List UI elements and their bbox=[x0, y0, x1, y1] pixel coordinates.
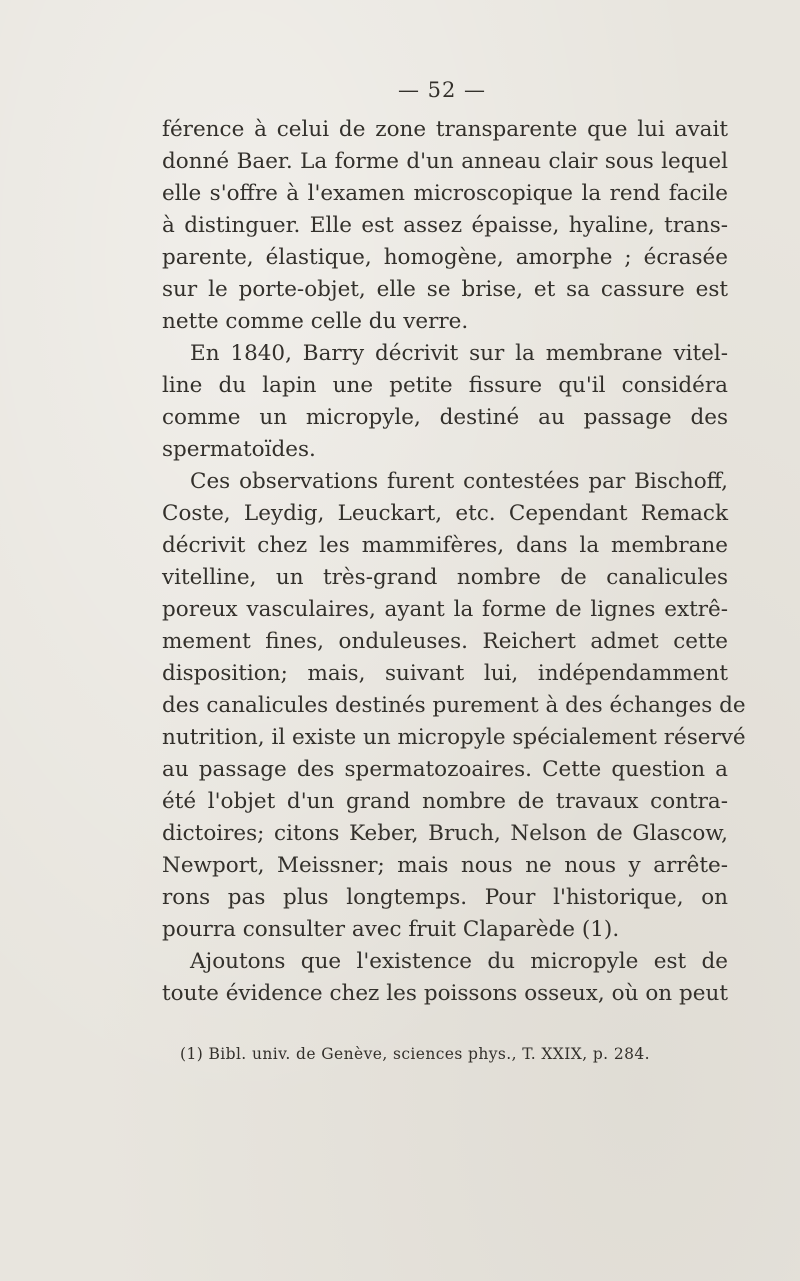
text-line: comme un micropyle, destiné au passage des bbox=[162, 405, 728, 430]
text-line: Ajoutons que l'existence du micropyle est de bbox=[190, 949, 728, 974]
text-line: vitelline, un très-grand nombre de canalicules bbox=[162, 565, 728, 590]
text-line: Coste, Leydig, Leuckart, etc. Cependant Remack bbox=[162, 501, 728, 526]
text-line: Ces observations furent contestées par Bischoff, bbox=[190, 469, 728, 494]
text-line: mement fines, onduleuses. Reichert admet cette bbox=[162, 629, 728, 654]
text-line: donné Baer. La forme d'un anneau clair sous lequel bbox=[162, 149, 728, 174]
text-line: parente, élastique, homogène, amorphe ; écrasée bbox=[162, 245, 728, 270]
page-number: — 52 — bbox=[397, 78, 487, 102]
text-line: férence à celui de zone transparente que lui avait bbox=[162, 117, 728, 142]
text-line: sur le porte-objet, elle se brise, et sa cassure est bbox=[162, 277, 728, 302]
text-line: disposition; mais, suivant lui, indépendamment bbox=[162, 661, 728, 686]
text-line: toute évidence chez les poissons osseux, où on peut bbox=[162, 981, 728, 1006]
text-line: des canalicules destinés purement à des échanges de bbox=[162, 693, 746, 718]
text-line: à distinguer. Elle est assez épaisse, hyaline, trans- bbox=[162, 213, 728, 238]
text-line: rons pas plus longtemps. Pour l'historique, on bbox=[162, 885, 728, 910]
text-line: elle s'offre à l'examen microscopique la rend facile bbox=[162, 181, 728, 206]
text-line: spermatoïdes. bbox=[162, 437, 316, 462]
text-line: nutrition, il existe un micropyle spécialement réservé bbox=[162, 725, 746, 750]
text-line: pourra consulter avec fruit Claparède (1). bbox=[162, 917, 620, 942]
text-line: été l'objet d'un grand nombre de travaux contra- bbox=[162, 789, 728, 814]
text-line: nette comme celle du verre. bbox=[162, 309, 469, 334]
text-line: dictoires; citons Keber, Bruch, Nelson de Glascow, bbox=[162, 821, 728, 846]
footnote: (1) Bibl. univ. de Genève, sciences phys., T. XXIX, p. 284. bbox=[180, 1045, 650, 1063]
text-line: au passage des spermatozoaires. Cette question a bbox=[162, 757, 728, 782]
text-line: line du lapin une petite fissure qu'il considéra bbox=[162, 373, 728, 398]
text-line: Newport, Meissner; mais nous ne nous y arrête- bbox=[162, 853, 728, 878]
text-line: En 1840, Barry décrivit sur la membrane vitel- bbox=[190, 341, 728, 366]
body-text bbox=[162, 114, 746, 1010]
text-line: poreux vasculaires, ayant la forme de lignes extrê- bbox=[162, 597, 728, 622]
text-line: décrivit chez les mammifères, dans la membrane bbox=[162, 533, 728, 558]
